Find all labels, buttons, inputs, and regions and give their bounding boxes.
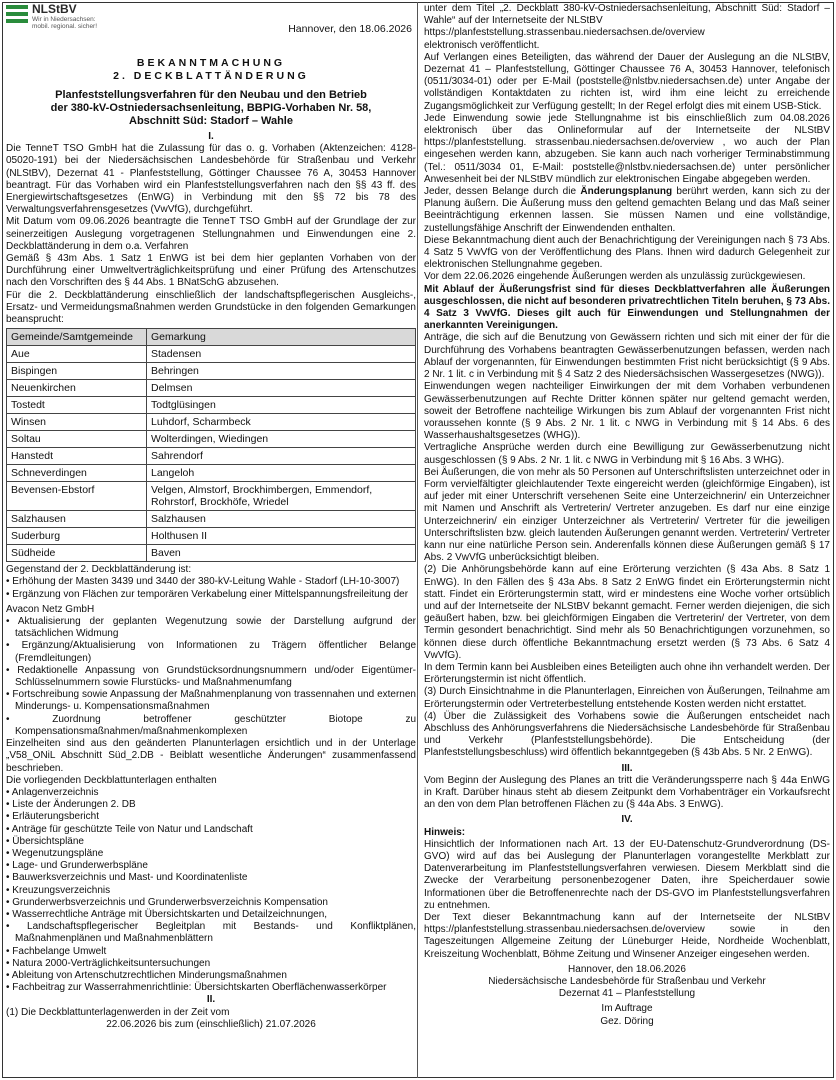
heading-title-3: Abschnitt Süd: Stadorf – Wahle — [129, 115, 293, 127]
column-header: Gemarkung — [147, 329, 416, 346]
table-row — [7, 465, 416, 482]
list-item: • Wasserrechtliche Anträge mit Übersichtskarten und Detailzeichnungen, — [6, 909, 416, 921]
gemeinde-cell: Aue — [7, 346, 147, 363]
paragraph: Mit Datum vom 09.06.2026 beantragte die TenneT TSO GmbH auf der Grundlage der zur seinerzeitigen Auslegung vorgetragenen Stellungnahmen und Einwendungen eine 2. Deckblattänderung in dem o.a. Verfahren — [6, 216, 416, 252]
list-item: Vertragliche Ansprüche werden durch eine Bewilligung zur Gewässerbenutzung nicht ausgeschlossen (§ 9 Abs. 2 Nr. 1 lit. c NWG in Verbindung mit § 16 Abs. 3 WHG). — [424, 442, 830, 466]
gemeinde-cell: Schneverdingen — [7, 465, 147, 482]
gemeinde-cell: Salzhausen — [7, 511, 147, 528]
table-row — [7, 545, 416, 562]
gemeinde-cell: Soltau — [7, 431, 147, 448]
paragraph: Der Text dieser Bekanntmachung kann auf der Internetseite der NLStBV https://planfeststellung.strassenbau.niedersachsen.de/overview sowie in den Tageszeitungen Allgemeine Zeitung der Lüneburger Heide, Nordheide Wochenblatt, Kreiszeitung Wochenblatt, Böhme Zeitung und Winsener Anzeiger eingesehen werden. — [424, 912, 830, 960]
gemarkung-cell: Delmsen — [147, 380, 416, 397]
gemarkung-cell: Holthusen II — [147, 528, 416, 545]
section-4-heading: IV. — [621, 814, 633, 826]
right-column — [424, 3, 830, 1077]
list-item: • Ergänzung von Flächen zur temporären Verkabelung einer Mittelspannungsfreileitung der — [6, 589, 416, 601]
paragraph: Auf Verlangen eines Beteiligten, das während der Dauer der Auslegung an die NLStBV, Dezernat 41 – Planfeststellung, Göttinger Chaussee 76 A, 30453 Hannover, telefonisch (0511/3034-01) oder per E-Mail (poststelle@nlstbv.niedersachsen.de) unter Angabe der vollständigen Kontaktdaten zu richten ist, wird ihm eine leicht zu erreichende Zugangsmöglichkeit zur Verfügung gestellt; In der Regel erfolgt dies mit einem USB-Stick. — [424, 51, 830, 112]
table-row — [7, 414, 416, 431]
zeit-line-1: (1) Die Deckblattunterlagenwerden in der Zeit vom — [6, 1006, 230, 1018]
list-item: Einwendungen wegen nachteiliger Einwirkungen der mit dem Vorhaben verbundenen Gewässerbenutzungen auf Rechte Dritter können später nur geltend gemacht werden, soweit der Betroffene nachteilige Wirkungen bis zum Ablauf der vorgenannten Frist nicht voraussehen konnte (§ 9 Abs. 2 Nr. 1 lit. c NWG in Verbindung mit § 14 Abs. 6 des Wasserhaushaltsgesetzes (WHG)). — [424, 381, 830, 442]
logo-slogan-2: mobil. regional. sicher! — [32, 23, 98, 30]
enthalten-label: Die vorliegenden Deckblattunterlagen enthalten — [6, 774, 217, 786]
heading-title-1: Planfeststellungsverfahren für den Neubau und den Betrieb — [55, 89, 367, 101]
table-row — [7, 448, 416, 465]
list-item: (4) Über die Zulässigkeit des Vorhabens sowie die Äußerungen entscheidet nach Abschluss des Anhörungsverfahrens die Niedersächsische Landesbehörde für Straßenbau und Verkehr (Planfeststellungsbehörde). Die Entscheidung (der Planfeststellungsbeschluss) wird öffentlich bekanntgegeben (§ 43b Abs. 5 Nr. 2 EnWG). — [424, 710, 830, 759]
gemeinde-cell: Winsen — [7, 414, 147, 431]
list-item: • Fortschreibung sowie Anpassung der Maßnahmenplanung von trassennahen und externen Minderungs- u. Kompensationsmaßnahmen — [6, 689, 416, 713]
text-run: Jeder, dessen Belange durch die — [424, 186, 581, 198]
list-item: Bei Äußerungen, die von mehr als 50 Personen auf Unterschriftslisten unterzeichnet oder in Form vervielfältigter gleichlautender Texte eingereicht werden (gleichförmige Eingaben), ist auf jeder mit einer Unterschrift versehenen Seite eine Unterzeichnerin/ ein Unterzeichner mit Namen und Anschrift als Vertreterin/ Vertreter anzugeben. Es darf nur eine einzige Unterzeichnerin/ ein einziger Unterzeichner als Vertreterin/ Vertreter für die jeweiligen Unterschriftslisten bzw. gleich lautenden Äußerungen genannt werden. Vertreterin/ Vertreter kann nur eine natürliche Person sein. Anderenfalls können diese Äußerungen gemäß § 17 Abs. 2 VwVfG unberücksichtigt bleiben. — [424, 466, 830, 564]
list-item: • Wegenutzungspläne — [6, 848, 416, 860]
list-item: (2) Die Anhörungsbehörde kann auf eine Erörterung verzichten (§ 43a Abs. 8 Satz 1 EnWG). In den Fällen des § 43a Abs. 8 Satz 2 EnWG findet ein Erörterungstermin nicht statt. Findet ein Erörterungstermin statt, wird er mindestens eine Woche vorher ortsüblich und auf der Internetseite der NLStBV bekannt gemacht. Ferner werden diejenigen, die sich geäußert haben, bzw. bei gleichförmigen Eingaben die Vertreterin/ der Vertreter, von dem Termin gesondert benachrichtigt. Sind mehr als 50 Benachrichtigungen vorzunehmen, so können diese durch öffentliche Bekanntmachung ersetzt werden (§ 73 Abs. 6 Satz 4 VwVfG). — [424, 564, 830, 661]
column-divider — [417, 2, 418, 1078]
gemeinde-cell: Suderburg — [7, 528, 147, 545]
table-row — [7, 363, 416, 380]
gemarkung-cell: Luhdorf, Scharmbeck — [147, 414, 416, 431]
paragraph: Vor dem 22.06.2026 eingehende Äußerungen werden als unzulässig zurückgewiesen. — [424, 271, 806, 283]
table-row — [7, 431, 416, 448]
list-item: • Aktualisierung der geplanten Wegenutzung sowie der Darstellung aufgrund der tatsächlichen Widmung — [6, 616, 416, 640]
heading-deckblatt: 2. DECKBLATTÄNDERUNG — [113, 70, 309, 82]
section-2-heading: II. — [206, 994, 216, 1006]
logo-name: NLStBV — [32, 3, 77, 16]
section-1-heading: I. — [208, 131, 214, 142]
paragraph: Vom Beginn der Auslegung des Planes an tritt die Veränderungssperre nach § 44a EnWG in Kraft. Darüber hinaus steht ab diesem Zeitpunkt dem Vorhabenträger ein Vorkaufsrecht an den von dem Plan betroffenen Flächen zu (§ 44a Abs. 3 EnWG). — [424, 774, 830, 811]
gemarkung-table — [6, 328, 416, 562]
paragraph — [424, 186, 830, 235]
avacon-label: Avacon Netz GmbH — [6, 603, 95, 615]
list-item: • Grunderwerbsverzeichnis und Grunderwerbsverzeichnis Kompensation — [6, 897, 416, 909]
list-item: • Liste der Änderungen 2. DB — [6, 799, 416, 811]
section-3-heading: III. — [621, 762, 633, 774]
bold-paragraph: Mit Ablauf der Äußerungsfrist sind für dieses Deckblattverfahren alle Äußerungen ausgeschlossen, die nicht auf besonderen privatrechtlichen Titeln beruhen, § 73 Abs. 4 Satz 3 VwVfG. Dieses gilt auch für Einwendungen und Stellungnahmen der anerkannten Vereinigungen. — [424, 283, 830, 332]
closing-org: Niedersächsische Landesbehörde für Straßenbau und Verkehr — [488, 976, 766, 988]
list-item: • Bauwerksverzeichnis und Mast- und Koordinatenliste — [6, 872, 416, 884]
logo-slogan-1: Wir in Niedersachsen: — [32, 16, 96, 23]
list-item: • Zuordnung betroffener geschützter Biotope zu Kompensationsmaßnahmen/maßnahmenkomplexen — [6, 714, 416, 738]
gemeinde-cell: Neuenkirchen — [7, 380, 147, 397]
paragraph: unter dem Titel „2. Deckblatt 380-kV-Ostniedersachsenleitung, Abschnitt Süd: Stadorf – Wahle“ auf der Internetseite der NLStBV — [424, 3, 830, 27]
paragraph: Jede Einwendung sowie jede Stellungnahme ist bis einschließlich zum 04.08.2026 elektronisch über das Onlineformular auf der Internetseite der NLStBV https://planfeststellung. strassenbau.niedersachsen.de/overview , wo auch der Plan eingesehen werden kann, abzugeben. Sie kann auch nach vorheriger Terminabstimmung (Tel.: 0511/3034 01, E-Mail: poststelle@nlstbv.niedersachsen.de) unter persönlicher Anwesenheit bei der NLStBV mündlich zur elektronischen Eingabe abgegeben werden. — [424, 112, 830, 185]
table-row — [7, 380, 416, 397]
gemarkung-cell: Behringen — [147, 363, 416, 380]
list-item: • Anträge für geschützte Teile von Natur und Landschaft — [6, 824, 416, 836]
hinweis-label: Hinweis: — [424, 826, 466, 838]
list-item: • Landschaftspflegerischer Begleitplan mit Bestands- und Konfliktplänen, Maßnahmenplänen und Maßnahmenblättern — [6, 921, 416, 945]
closing-signature: Gez. Döring — [600, 1015, 654, 1027]
heading-title-2: der 380-kV-Ostniedersachsenleitung, BBPIG-Vorhaben Nr. 58, — [50, 102, 372, 114]
paragraph: Diese Bekanntmachung dient auch der Benachrichtigung der Vereinigungen nach § 73 Abs. 4 Satz 5 VwVfG von der Veröffentlichung des Plans. Ihnen wird dadurch Gelegenheit zur elektronischen Stellungnahme gegeben. — [424, 234, 830, 271]
list-item: • Ableitung von Artenschutzrechtlichen Minderungsmaßnahmen — [6, 970, 416, 982]
gemeinde-cell: Tostedt — [7, 397, 147, 414]
list-item: • Fachbeitrag zur Wasserrahmenrichtlinie: Übersichtskarten Oberflächenwasserkörper — [6, 982, 416, 994]
column-header: Gemeinde/Samtgemeinde — [7, 329, 147, 346]
list-item: • Redaktionelle Anpassung von Grundstücksordnungsnummern und/oder Eigentümer-Schlüsselnummern sowie Flurstücks- und Maßnahmenumfang — [6, 665, 416, 689]
paragraph: Für die 2. Deckblattänderung einschließlich der landschaftspflegerischen Ausgleichs-, Ersatz- und Vermeidungsmaßnahmen werden Grundstücke in den folgenden Gemarkungen beansprucht: — [6, 289, 416, 326]
closing-date: Hannover, den 18.06.2026 — [568, 963, 686, 975]
gemarkung-cell: Stadensen — [147, 346, 416, 363]
gemarkung-cell: Salzhausen — [147, 511, 416, 528]
gemeinde-cell: Südheide — [7, 545, 147, 562]
list-item: • Fachbelange Umwelt — [6, 946, 416, 958]
paragraph: Einzelheiten sind aus den geänderten Planunterlagen ersichtlich und in der Unterlage „V58_ONiL Abschnitt Süd_2.DB - Beiblatt wesentliche Änderungen“ zusammenfassend beschrieben. — [6, 738, 416, 774]
zeit-line-2: 22.06.2026 bis zum (einschließlich) 21.07.2026 — [106, 1018, 316, 1030]
list-item: Anträge, die sich auf die Benutzung von Gewässern richten und sich mit einer der für die Durchführung des Vorhabens beantragten Gewässerbenutzungen befassen, werden nach Ablauf der vorgenannten, für Einwendungen bestimmten Frist nicht berücksichtigt (§ 9 Abs. 2 Nr. 1 lit. c in Verbindung mit § 4 Satz 2 des Niedersächsischen Wassergesetzes (NWG)). — [424, 332, 830, 381]
closing-auftrag: Im Auftrage — [601, 1003, 653, 1015]
gemarkung-cell: Todtglüsingen — [147, 397, 416, 414]
closing-dept: Dezernat 41 – Planfeststellung — [558, 988, 696, 1000]
gemarkung-cell: Velgen, Almstorf, Brockhimbergen, Emmendorf, Rohrstorf, Brockhöfe, Wriedel — [147, 482, 416, 511]
heading-bekanntmachung: BEKANNTMACHUNG — [136, 57, 286, 69]
logo-stripes-icon — [6, 5, 28, 29]
gemarkung-cell: Wolterdingen, Wiedingen — [147, 431, 416, 448]
list-item: • Erhöhung der Masten 3439 und 3440 der 380-kV-Leitung Wahle - Stadorf (LH-10-3007) — [6, 576, 416, 588]
paragraph: Hinsichtlich der Informationen nach Art. 13 der EU-Datenschutz-Grundverordnung (DS-GVO) wird auf das bei Auslegung der Planunterlagen vorangestellte Merkblatt zur Datenverarbeitung im Planfeststellungsverfahren verwiesen. Diesem Merkblatt sind die Zwecke der Verarbeitung personenbezogener Daten, ihre Speicherdauer sowie Informationen über die Betroffenenrechte nach der DS-GVO im Planfeststellungsverfahren zu entnehmen. — [424, 838, 830, 911]
gemeinde-cell: Bispingen — [7, 363, 147, 380]
list-item: • Erläuterungsbericht — [6, 811, 416, 823]
paragraph: elektronisch veröffentlicht. — [424, 39, 540, 51]
gemarkung-cell: Sahrendorf — [147, 448, 416, 465]
gemeinde-cell: Hanstedt — [7, 448, 147, 465]
table-row — [7, 346, 416, 363]
list-item: • Anlagenverzeichnis — [6, 787, 416, 799]
dateline: Hannover, den 18.06.2026 — [288, 23, 412, 35]
left-column — [6, 3, 416, 1077]
text-run-bold: Änderungsplanung — [580, 186, 673, 198]
text-run: berührt werden, kann sich zu der Planung äußern. Die Äußerung muss den geltend gemachten Belang und das Maß seiner Beeinträchtigung erkennen lassen. Sie müssen Namen und eine vollständige, zustellungsfähige Anschrift der Einwendenden enthalten. — [424, 186, 830, 234]
gemarkung-cell: Langeloh — [147, 465, 416, 482]
gemarkung-cell: Baven — [147, 545, 416, 562]
gemeinde-cell: Bevensen-Ebstorf — [7, 482, 147, 511]
list-item: • Kreuzungsverzeichnis — [6, 885, 416, 897]
gegenstand-label: Gegenstand der 2. Deckblattänderung ist: — [6, 564, 192, 576]
paragraph: Die TenneT TSO GmbH hat die Zulassung für das o. g. Vorhaben (Aktenzeichen: 4128-05020-191) bei der Niedersächsischen Landesbehörde für Straßenbau und Verkehr (NLStBV), Dezernat 41 - Planfeststellung, Göttinger Chaussee 76 A, 30453 Hannover beantragt. Für das Vorhaben wird ein Planfeststellungsverfahren nach den §§ 43 ff. des Energiewirtschaftsgesetzes (EnWG) in Verbindung mit den §§ 72 bis 78 des Verwaltungsverfahrensgesetzes (VwVfG), durchgeführt. — [6, 143, 416, 216]
paragraph: Gemäß § 43m Abs. 1 Satz 1 EnWG ist bei dem hier geplanten Vorhaben von der Durchführung einer Umweltverträglichkeitsprüfung und einer Prüfung des Artenschutzes nach den Vorschriften des § 44 Abs. 1 BNatSchG abzusehen. — [6, 253, 416, 289]
list-item: • Ergänzung/Aktualisierung von Informationen zu Trägern öffentlicher Belange (Fremdleitungen) — [6, 640, 416, 664]
list-item: • Natura 2000-Verträglichkeitsuntersuchungen — [6, 958, 416, 970]
list-item: • Übersichtspläne — [6, 836, 416, 848]
table-row — [7, 482, 416, 511]
overview-url: https://planfeststellung.strassenbau.niedersachsen.de/overview — [424, 27, 705, 39]
list-item: (3) Durch Einsichtnahme in die Planunterlagen, Einreichen von Äußerungen, Teilnahme am Erörterungstermin oder Vertreterbestellung entstehende Kosten werden nicht erstattet. — [424, 686, 830, 710]
table-row — [7, 511, 416, 528]
list-item: In dem Termin kann bei Ausbleiben eines Beteiligten auch ohne ihn verhandelt werden. Der Erörterungstermin ist nicht öffentlich. — [424, 661, 830, 686]
table-row — [7, 528, 416, 545]
list-item: • Lage- und Grunderwerbspläne — [6, 860, 416, 872]
table-header-row — [7, 329, 416, 346]
table-row — [7, 397, 416, 414]
